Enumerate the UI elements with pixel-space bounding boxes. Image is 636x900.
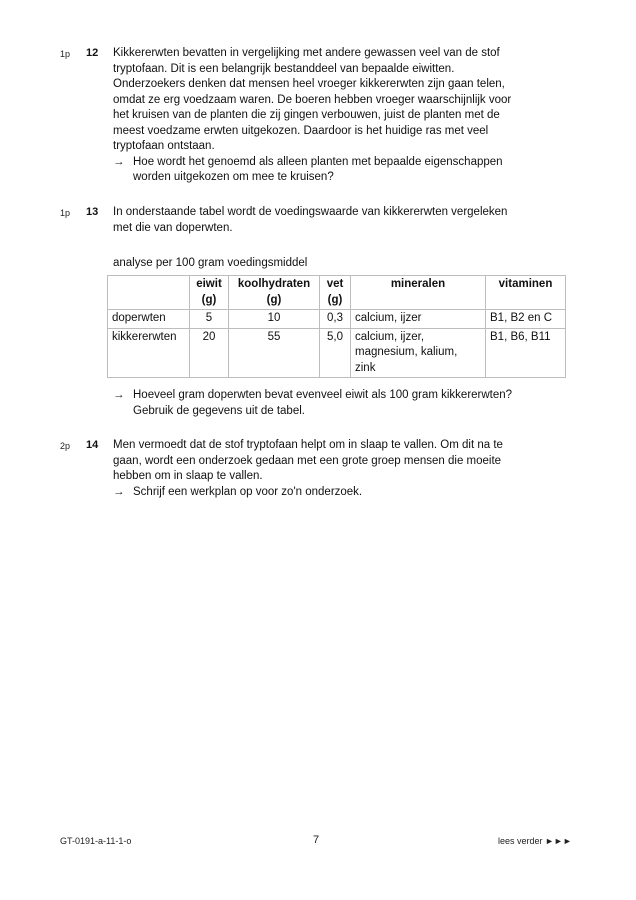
- question-14-line: hebben om in slaap te vallen.: [113, 470, 263, 482]
- header-vet: vet: [326, 278, 344, 290]
- table-header-vet: [320, 276, 351, 310]
- question-14-line: Men vermoedt dat de stof tryptofaan helpt om in slaap te vallen. Om dit na te: [113, 439, 503, 451]
- table-header-row: [108, 276, 566, 310]
- question-12-task-line: worden uitgekozen om mee te kruisen?: [133, 171, 334, 183]
- cell-koolhydraten: 10: [229, 310, 320, 329]
- question-14-task-line: Schrijf een werkplan op voor zo'n onderzoek.: [133, 485, 363, 498]
- cell-eiwit: 5: [190, 310, 229, 329]
- table-row: [108, 310, 566, 329]
- question-13-task-line: Gebruik de gegevens uit de tabel.: [133, 404, 305, 417]
- question-13-task-wrapper: [113, 388, 573, 419]
- header-koolhydraten-unit: (g): [266, 293, 282, 306]
- question-12-task: [113, 155, 573, 186]
- question-13-line: In onderstaande tabel wordt de voedingswaarde van kikkererwten vergeleken: [113, 206, 508, 218]
- question-13-line: met die van doperwten.: [113, 221, 233, 234]
- question-13-points: 1p: [60, 208, 71, 218]
- cell-mineralen: [351, 328, 486, 378]
- question-12-line: het kruisen van de planten die zij gingen verbouwen, juist de planten met de: [113, 109, 500, 121]
- cell-vitaminen: B1, B2 en C: [486, 310, 566, 329]
- cell-eiwit: 20: [190, 328, 229, 378]
- question-13-task-line: Hoeveel gram doperwten bevat evenveel eiwit als 100 gram kikkererwten?: [133, 389, 513, 401]
- arrow-icon: →: [113, 485, 125, 498]
- cell-mineralen: [351, 310, 486, 329]
- question-14-body: [113, 438, 573, 500]
- question-13-number: 13: [86, 206, 99, 218]
- header-eiwit: eiwit: [196, 278, 222, 290]
- table-header-empty: [108, 276, 190, 310]
- table-header-eiwit: [190, 276, 229, 310]
- row-name: doperwten: [108, 310, 190, 329]
- mineral-line: magnesium, kalium,: [355, 346, 458, 358]
- cell-koolhydraten: 55: [229, 328, 320, 378]
- question-12-line: Onderzoekers denken dat mensen heel vroeger kikkererwten zijn gaan telen,: [113, 78, 505, 90]
- nutrition-table-wrapper: [107, 275, 577, 378]
- row-name: kikkererwten: [108, 328, 190, 378]
- question-12-line: meest voedzame erwten uitgekozen. Daardoor is het huidige ras met veel: [113, 124, 489, 137]
- table-row: [108, 328, 566, 378]
- next-page-indicator: lees verder ►►►: [498, 836, 572, 846]
- question-14-line: gaan, wordt een onderzoek gedaan met een grote groep mensen die moeite: [113, 454, 502, 467]
- cell-vitaminen: B1, B6, B11: [486, 328, 566, 378]
- question-12-line: tryptofaan ontstaan.: [113, 140, 215, 152]
- header-vet-unit: (g): [327, 293, 343, 306]
- footer-code: GT-0191-a-11-1-o: [60, 836, 132, 846]
- question-14-points: 2p: [60, 441, 71, 451]
- question-13-body: [113, 205, 573, 236]
- mineral-line: calcium, ijzer: [355, 312, 422, 324]
- arrow-icon: →: [113, 389, 125, 401]
- table-header-mineralen: [351, 276, 486, 310]
- header-koolhydraten: koolhydraten: [237, 278, 311, 290]
- question-12-number: 12: [86, 47, 99, 59]
- question-12-points: 1p: [60, 49, 71, 59]
- page-number: 7: [313, 834, 320, 846]
- question-12-body: [113, 46, 573, 186]
- question-14-task: [113, 485, 573, 501]
- table-caption: analyse per 100 gram voedingsmiddel: [113, 257, 308, 269]
- question-14-number: 14: [86, 439, 99, 451]
- arrow-icon: →: [113, 155, 125, 168]
- table-header-koolhydraten: [229, 276, 320, 310]
- cell-vet: 5,0: [320, 328, 351, 378]
- question-12-line: tryptofaan. Dit is een belangrijk bestanddeel van bepaalde eiwitten.: [113, 62, 455, 75]
- header-vitaminen: vitaminen: [498, 278, 553, 290]
- nutrition-table: [107, 275, 566, 378]
- table-header-vitaminen: [486, 276, 566, 310]
- question-12-task-line: Hoe wordt het genoemd als alleen planten met bepaalde eigenschappen: [133, 155, 503, 168]
- header-eiwit-unit: (g): [201, 293, 217, 306]
- cell-vet: 0,3: [320, 310, 351, 329]
- question-12-line: omdat ze erg voedzaam waren. De boeren hebben vroeger waarschijnlijk voor: [113, 93, 512, 106]
- mineral-line: zink: [355, 361, 376, 374]
- question-12-line: Kikkererwten bevatten in vergelijking met andere gewassen veel van de stof: [113, 47, 500, 59]
- mineral-line: calcium, ijzer,: [355, 330, 425, 343]
- header-mineralen: mineralen: [390, 278, 446, 290]
- question-13-task: [113, 388, 573, 419]
